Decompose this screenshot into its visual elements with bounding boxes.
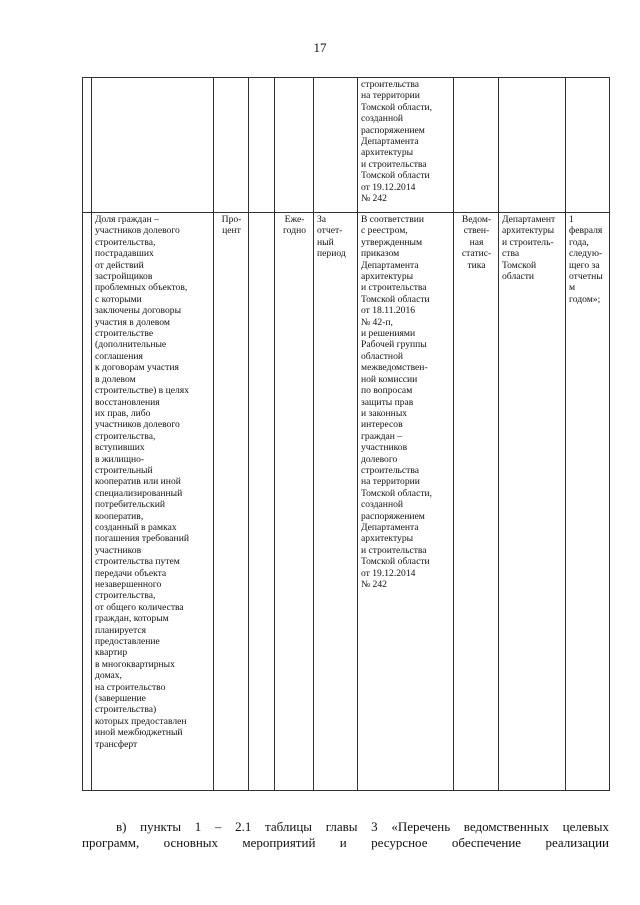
table-cell [454, 78, 499, 213]
page-number: 17 [313, 40, 327, 55]
table-row [83, 78, 610, 213]
indicator-name-cell: Доля граждан – участников долевого строительства, пострадавших от действий застройщиков проблемных объектов, с которыми заключены договоры участия в долевом строительстве (дополнительные соглашения к договорам участия в долевом строительстве) в целях восстановления их прав, либо участников долевого строительства, вступивших в жилищно- строительный кооператив или иной специализированный потребительский кооператив, созданный в рамках погашения требований участников строительства путем передачи объекта незавершенного строительства, от общего количества граждан, которым планируется предоставление квартир в многоквартирных домах, на строительство (завершение строительства) которых предоставлен иной межбюджетный трансферт [92, 213, 214, 791]
method-cell: В соответствии с реестром, утвержденным приказом Департамента архитектуры и строительства Томской области от 18.11.2016 № 42-п, и решениями Рабочей группы областной межведомствен- ной комиссии по вопросам защиты прав и законных интересов граждан – участников долевого строительства на территории Томской области, созданной распоряжением Департамента архитектуры и строительства Томской области от 19.12.2014 № 242 [358, 213, 454, 791]
table-cell [83, 213, 92, 791]
body-text-line: в) пункты 1 – 2.1 таблицы главы 3 «Перечень ведомственных целевых [116, 819, 609, 834]
table-cell [83, 78, 92, 213]
indicator-table [82, 77, 610, 791]
table-cell [275, 78, 314, 213]
table-cell [499, 78, 566, 213]
table-cell [566, 78, 610, 213]
table-cell [249, 213, 275, 791]
table-cell [92, 78, 214, 213]
frequency-cell: Еже- годно [275, 213, 314, 791]
unit-cell: Про- цент [214, 213, 249, 791]
responsible-cell: Департамент архитектуры и строитель- ства Томской области [499, 213, 566, 791]
table-cell [214, 78, 249, 213]
table-row [83, 213, 610, 791]
body-text-line: программ, основных мероприятий и ресурсное обеспечение реализации [82, 835, 609, 850]
source-cell: Ведом- ствен- ная статис- тика [454, 213, 499, 791]
period-cell: За отчет- ный период [314, 213, 358, 791]
table-cell: строительства на территории Томской области, созданной распоряжением Департамента архитектуры и строительства Томской области от 19.12.2014 № 242 [358, 78, 454, 213]
deadline-cell: 1 февраля года, следую- щего за отчетным годом»; [566, 213, 610, 791]
table-cell [314, 78, 358, 213]
table-cell [249, 78, 275, 213]
